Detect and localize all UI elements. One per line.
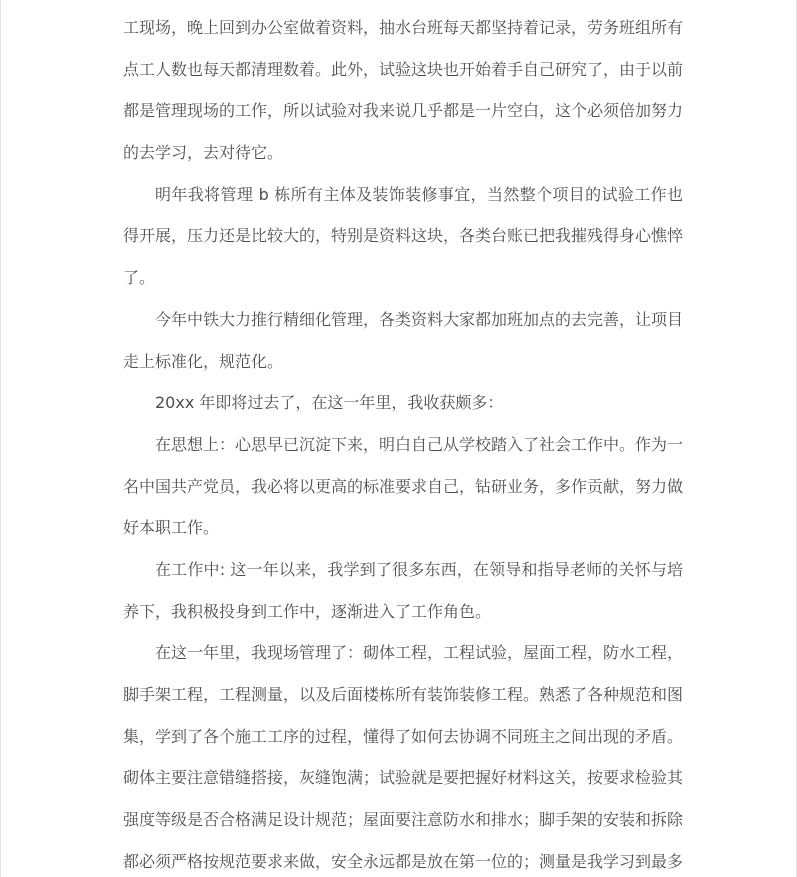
text-line: 脚手架工程，工程测量，以及后面楼栋所有装饰装修工程。熟悉了各种规范和图 [123,685,684,704]
text-line: 点工人数也每天都清理数着。此外，试验这块也开始着手自己研究了，由于以前 [123,59,684,79]
text-line: 名中国共产党员，我必将以更高的标准要求自己，钻研业务，多作贡献，努力做 [123,476,684,496]
text-line: 20xx 年即将过去了，在这一年里，我收获颇多： [155,393,504,413]
text-line: 强度等级是否合格满足设计规范；屋面要注意防水和排水；脚手架的安装和拆除 [123,810,684,830]
text-line: 工现场，晚上回到办公室做着资料，抽水台班每天都坚持着记录，劳务班组所有 [123,18,684,37]
text-line: 在思想上：心思早已沉淀下来，明白自己从学校踏入了社会工作中。作为一 [155,434,684,454]
text-line: 集，学到了各个施工工序的过程，懂得了如何去协调不同班主之间出现的矛盾。 [123,726,684,746]
text-line: 得开展，压力还是比较大的，特别是资料这块，各类台账已把我摧残得身心憔悴 [123,226,684,246]
text-line: 走上标准化，规范化。 [123,351,284,371]
text-line: 明年我将管理 b 栋所有主体及装饰装修事宜，当然整个项目的试验工作也 [155,184,683,204]
document-body [123,7,683,877]
text-line: 的去学习，去对待它。 [123,143,284,163]
text-line: 砌体主要注意错缝搭接，灰缝饱满；试验就是要把握好材料这关，按要求检验其 [123,768,684,788]
text-line: 都必须严格按规范要求来做，安全永远都是放在第一位的；测量是我学习到最多 [123,851,684,871]
text-line: 都是管理现场的工作，所以试验对我来说几乎都是一片空白，这个必须倍加努力 [123,101,684,121]
text-line: 在工作中: 这一年以来，我学到了很多东西，在领导和指导老师的关怀与培 [155,559,683,579]
text-line: 了。 [123,268,156,288]
text-line: 好本职工作。 [123,518,220,538]
text-line: 养下，我积极投身到工作中，逐渐进入了工作角色。 [123,601,492,621]
text-line: 今年中铁大力推行精细化管理，各类资料大家都加班加点的去完善，让项目 [155,309,684,329]
text-line: 在这一年里，我现场管理了：砌体工程，工程试验，屋面工程，防水工程， [155,643,684,663]
